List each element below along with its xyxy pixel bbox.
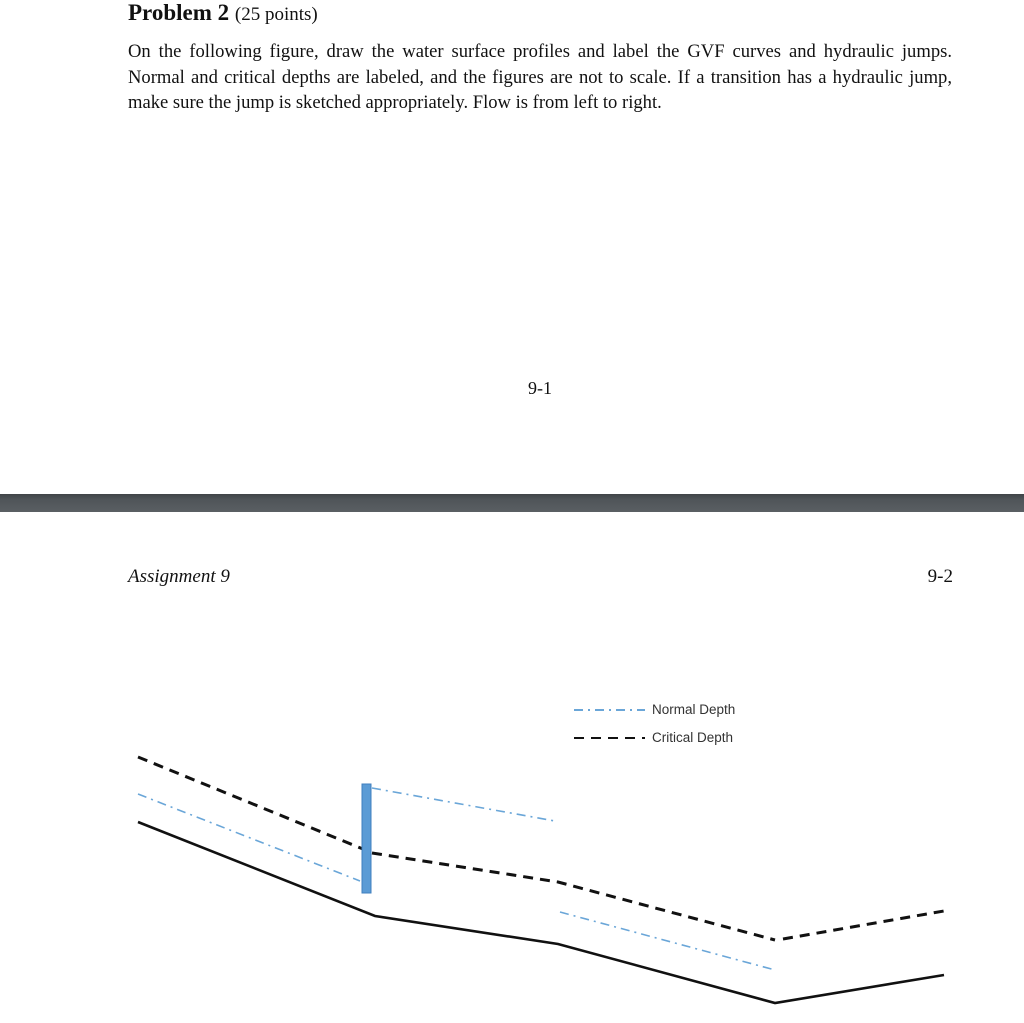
page-number: 9-1: [528, 378, 552, 398]
problem-points: (25 points): [234, 4, 318, 25]
problem-heading: [128, 0, 318, 26]
critical-depth-segment-2: [372, 853, 775, 940]
figure-legend: [574, 702, 735, 745]
page-number: 9-2: [927, 566, 953, 587]
running-head: Assignment 9: [128, 566, 230, 587]
page-separator: [0, 494, 1024, 512]
normal-depth-segment-2: [372, 788, 555, 821]
problem-statement: On the following figure, draw the water surface profiles and label the GVF curves and hydraulic jumps. Normal and critical depths are labeled, and the figures are not to scale. If a transition has a hydraulic jump, make sure the jump is sketched appropriately. Flow is from left to right.: [128, 41, 952, 114]
problem-title: Problem 2: [128, 0, 230, 25]
sluice-gate: [362, 784, 371, 893]
channel-bed: [138, 822, 944, 1003]
legend-normal-depth-label: Normal Depth: [652, 702, 736, 717]
normal-depth-segment-3: [560, 912, 775, 970]
legend-critical-depth-label: Critical Depth: [652, 730, 734, 745]
channel-profile-figure: [0, 512, 1024, 1023]
normal-depth-segment-1: [138, 794, 360, 881]
critical-depth-segment-3: [783, 911, 944, 939]
page-1: [0, 0, 1024, 494]
